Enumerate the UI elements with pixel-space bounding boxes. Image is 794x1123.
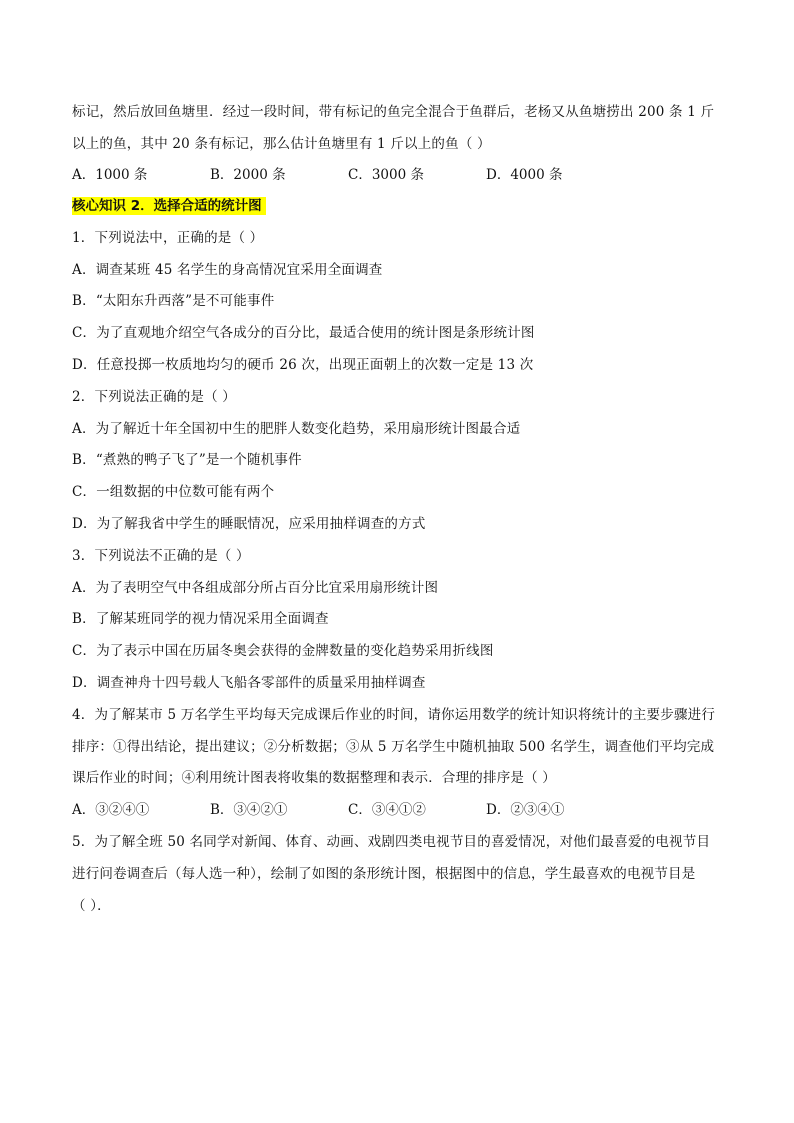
q3-option-d: D．调查神舟十四号载人飞船各零部件的质量采用抽样调查 <box>72 675 426 691</box>
q2-option-c: C．一组数据的中位数可能有两个 <box>72 484 275 500</box>
q4-option-d: D．②③④① <box>486 802 565 818</box>
q1-stem: 1．下列说法中，正确的是（ ） <box>72 230 264 246</box>
q3-option-b: B．了解某班同学的视力情况采用全面调查 <box>72 611 329 627</box>
q3-option-c: C．为了表示中国在历届冬奥会获得的金牌数量的变化趋势采用折线图 <box>72 643 494 659</box>
section-heading <box>72 196 266 216</box>
q4-line-2: 排序：①得出结论，提出建议；②分析数据；③从 5 万名学生中随机抽取 500 名学生，调查他们平均完成 <box>72 739 715 755</box>
q3-stem: 3．下列说法不正确的是（ ） <box>72 548 250 564</box>
intro-line-1: 标记，然后放回鱼塘里．经过一段时间，带有标记的鱼完全混合于鱼群后，老杨又从鱼塘捞出 200 条 1 斤 <box>72 104 715 120</box>
q2-option-b: B．“煮熟的鸭子飞了”是一个随机事件 <box>72 452 302 468</box>
q4-option-c: C．③④①② <box>348 802 426 818</box>
intro-option-a: A．1000 条 <box>72 167 148 183</box>
q4-option-a: A．③②④① <box>72 802 150 818</box>
q5-line-3: （ ）． <box>72 898 111 914</box>
q5-line-1: 5．为了解全班 50 名同学对新闻、体育、动画、戏剧四类电视节目的喜爱情况，对他们最喜爱的电视节目 <box>72 834 711 850</box>
q4-line-1: 4．为了解某市 5 万名学生平均每天完成课后作业的时间，请你运用数学的统计知识将统计的主要步骤进行 <box>72 707 716 723</box>
q3-option-a: A．为了表明空气中各组成部分所占百分比宜采用扇形统计图 <box>72 580 439 596</box>
q4-option-b: B．③④②① <box>210 802 288 818</box>
q1-option-c: C．为了直观地介绍空气各成分的百分比，最适合使用的统计图是条形统计图 <box>72 325 535 341</box>
q2-option-d: D．为了解我省中学生的睡眠情况，应采用抽样调查的方式 <box>72 516 426 532</box>
q4-line-3: 课后作业的时间；④利用统计图表将收集的数据整理和表示．合理的排序是（ ） <box>72 770 556 786</box>
q1-option-d: D．任意投掷一枚质地均匀的硬币 26 次，出现正面朝上的次数一定是 13 次 <box>72 357 534 373</box>
intro-option-d: D．4000 条 <box>486 167 563 183</box>
intro-option-c: C．3000 条 <box>348 167 424 183</box>
q1-option-b: B．“太阳东升西落”是不可能事件 <box>72 293 275 309</box>
intro-line-2: 以上的鱼，其中 20 条有标记，那么估计鱼塘里有 1 斤以上的鱼（ ） <box>72 136 491 152</box>
q5-line-2: 进行问卷调查后（每人选一种），绘制了如图的条形统计图，根据图中的信息，学生最喜欢的电视节目是 <box>72 866 696 882</box>
q2-option-a: A．为了解近十年全国初中生的肥胖人数变化趋势，采用扇形统计图最合适 <box>72 421 521 437</box>
section-heading-text: 核心知识 2．选择合适的统计图 <box>72 197 266 215</box>
q2-stem: 2．下列说法正确的是（ ） <box>72 389 236 405</box>
q1-option-a: A．调查某班 45 名学生的身高情况宜采用全面调查 <box>72 262 383 278</box>
intro-option-b: B．2000 条 <box>210 167 286 183</box>
